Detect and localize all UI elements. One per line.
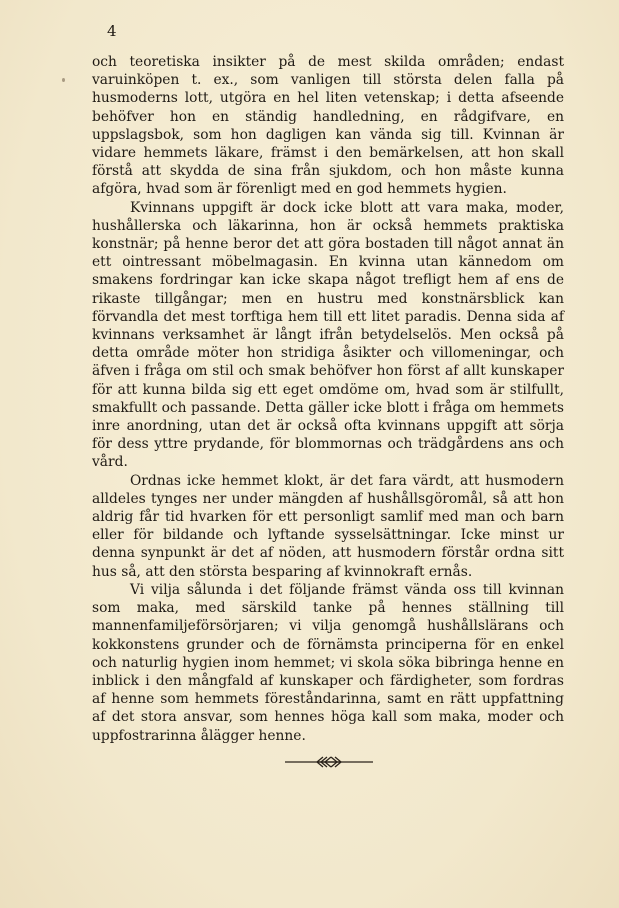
paragraph-3: Ordnas icke hemmet klokt, är det fara värdt, att husmodern alldeles tynges ner under mängden af hushållsgöromål, så att hon aldrig får tid hvarken för ett personligt samlif med man och barn eller för bildande och lyftande sysselsättningar. Icke minst ur denna synpunkt är det af nöden, att husmodern förstår ordna sitt hus så, att den största besparing af kvinnokraft ernås. [92, 472, 564, 580]
page-number: 4 [107, 22, 117, 40]
paragraph-4: Vi vilja sålunda i det följande främst vända oss till kvinnan som maka, med särskild tanke på hennes ställning till mannenfamiljeförsörjaren; vi vilja genomgå hushållslärans och kokkonstens grunder och de förnämsta principerna för en enkel och naturlig hygien inom hemmet; vi skola söka bibringa henne en inblick i den mångfald af kunskaper och färdigheter, som fordras af henne som hemmets föreståndarinna, samt en rätt uppfattning af det stora ansvar, som hennes höga kall som maka, moder och uppfostrarinna ålägger henne. [92, 581, 564, 744]
body-text [92, 53, 564, 745]
paragraph-2: Kvinnans uppgift är dock icke blott att vara maka, moder, hushållerska och läkarinna, hon är också hemmets praktiska konstnär; på henne beror det att göra bostaden till något annat än ett ointressant möbelmagasin. En kvinna utan kännedom om smakens fordringar kan icke skapa något trefligt hem af ens de rikaste tillgångar; men en hustru med konstnärsblick kan förvandla det mest torftiga hem till ett litet paradis. Denna sida af kvinnans verksamhet är långt ifrån betydelselös. Men också på detta område möter hon stridiga åsikter och villomeningar, och äfven i fråga om stil och smak behöfver hon först af allt kunskaper för att kunna bilda sig ett eget omdöme om, hvad som är stilfullt, smakfullt och passande. Detta gäller icke blott i fråga om hemmets inre anordning, utan det är också ofta kvinnans uppgift att sörja för dess yttre prydande, för blommornas och trädgårdens ans och vård. [92, 199, 564, 471]
paragraph-1: och teoretiska insikter på de mest skilda områden; endast varuinköpen t. ex., som vanligen till största delen falla på husmoderns lott, utgöra en hel liten vetenskap; i detta afseende behöfver hon en ständig handledning, en rådgifvare, en uppslagsbok, som hon dagligen kan vända sig till. Kvinnan är vidare hemmets läkare, främst i den bemärkelsen, att hon skall förstå att skydda de sina från sjukdom, och hon måste kunna afgöra, hvad som är förenligt med en god hemmets hygien. [92, 54, 564, 198]
ornament-divider [283, 755, 375, 769]
